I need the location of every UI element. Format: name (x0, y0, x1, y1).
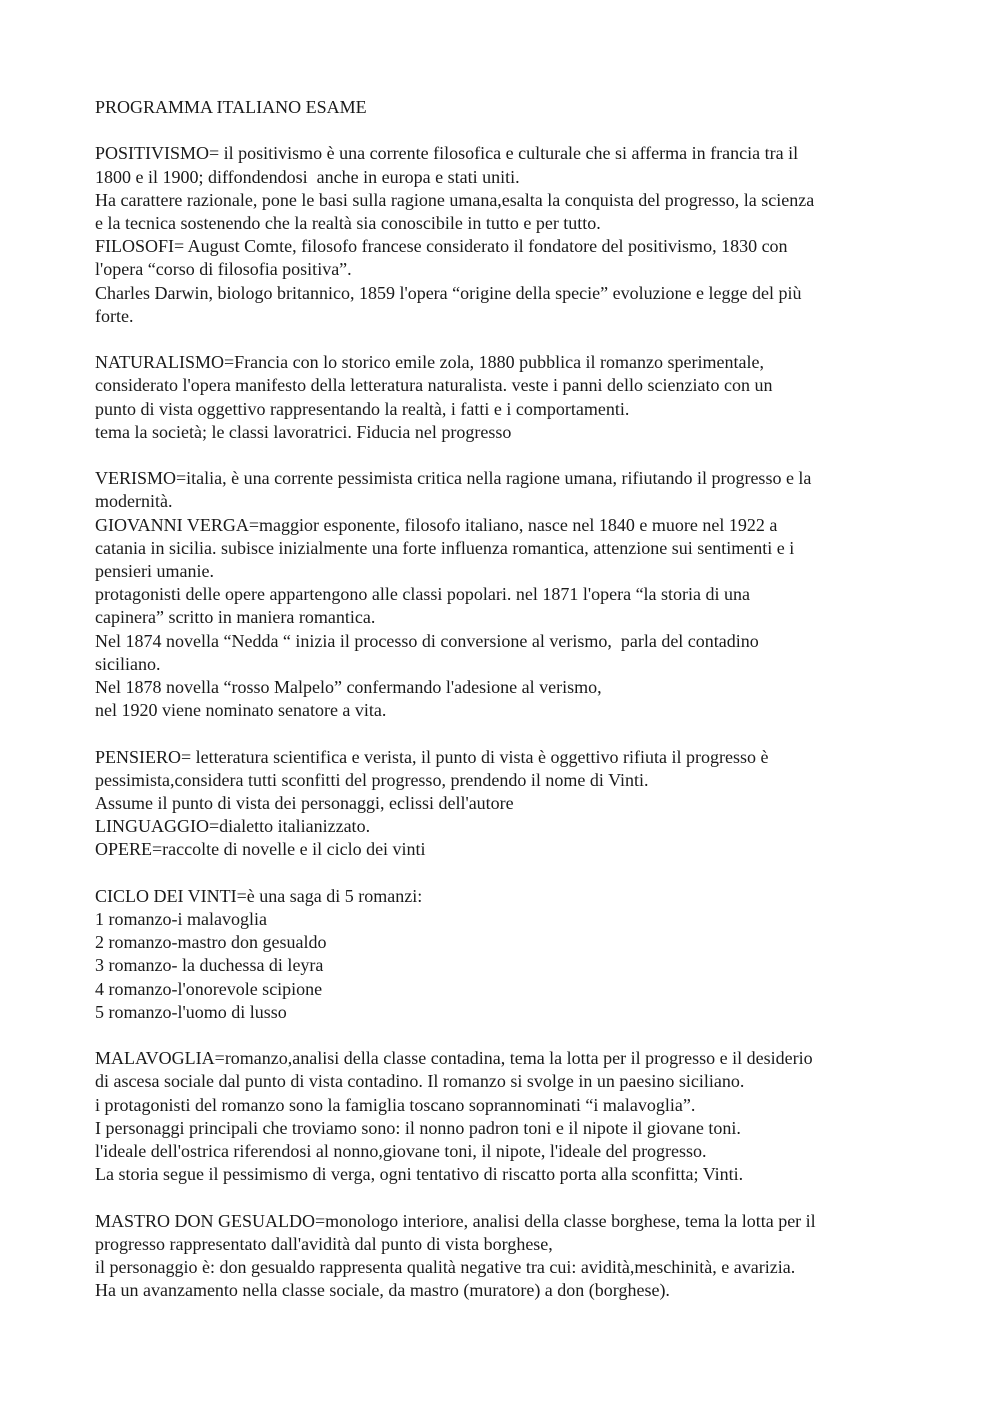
text-line: GIOVANNI VERGA=maggior esponente, filosofo italiano, nasce nel 1840 e muore nel 1922 a (95, 514, 778, 535)
text-line: Assume il punto di vista dei personaggi, eclissi dell'autore (95, 793, 514, 814)
text-line: CICLO DEI VINTI=è una saga di 5 romanzi: (95, 885, 423, 906)
text-line: Charles Darwin, biologo britannico, 1859 l'opera “origine della specie” evoluzione e legge del più (95, 282, 802, 303)
section-pensiero (95, 746, 915, 862)
document-title: PROGRAMMA ITALIANO ESAME (95, 97, 367, 117)
text-line: i protagonisti del romanzo sono la famiglia toscano soprannominati “i malavoglia”. (95, 1094, 696, 1115)
text-line: forte. (95, 305, 134, 326)
list-item: 2 romanzo-mastro don gesualdo (95, 932, 327, 953)
text-line: Nel 1878 novella “rosso Malpelo” confermando l'adesione al verismo, (95, 677, 602, 698)
text-line: siciliano. (95, 653, 161, 674)
text-line: capinera” scritto in maniera romantica. (95, 607, 376, 628)
text-line: nel 1920 viene nominato senatore a vita. (95, 700, 387, 721)
text-line: l'ideale dell'ostrica riferendosi al nonno,giovane toni, il nipote, l'ideale del progresso. (95, 1141, 707, 1162)
text-line: catania in sicilia. subisce inizialmente una forte influenza romantica, attenzione sui sentimenti e i (95, 537, 795, 558)
text-line: NATURALISMO=Francia con lo storico emile zola, 1880 pubblica il romanzo sperimentale, (95, 352, 764, 373)
text-line: LINGUAGGIO=dialetto italianizzato. (95, 816, 371, 837)
section-verismo (95, 467, 915, 722)
list-item: 5 romanzo-l'uomo di lusso (95, 1001, 287, 1022)
section-malavoglia (95, 1047, 915, 1186)
text-line: Ha carattere razionale, pone le basi sulla ragione umana,esalta la conquista del progresso, la scienza (95, 189, 815, 210)
text-line: pensieri umanie. (95, 561, 214, 582)
text-line: considerato l'opera manifesto della letteratura naturalista. veste i panni dello scienziato con un (95, 375, 773, 396)
text-line: pessimista,considera tutti sconfitti del progresso, prendendo il nome di Vinti. (95, 769, 649, 790)
paragraph-gap (95, 119, 915, 142)
document-page (95, 96, 915, 1302)
text-line: OPERE=raccolte di novelle e il ciclo dei vinti (95, 839, 426, 860)
paragraph-gap (95, 722, 915, 745)
text-line: protagonisti delle opere appartengono alle classi popolari. nel 1871 l'opera “la storia di una (95, 584, 751, 605)
text-line: Ha un avanzamento nella classe sociale, da mastro (muratore) a don (borghese). (95, 1280, 670, 1301)
paragraph-gap (95, 444, 915, 467)
text-line: e la tecnica sostenendo che la realtà sia conoscibile in tutto e per tutto. (95, 213, 601, 233)
section-naturalismo (95, 351, 915, 444)
text-line: La storia segue il pessimismo di verga, ogni tentativo di riscatto porta alla sconfitta; Vinti. (95, 1164, 744, 1185)
paragraph-gap (95, 862, 915, 885)
text-line: MASTRO DON GESUALDO=monologo interiore, analisi della classe borghese, tema la lotta per il (95, 1210, 816, 1231)
text-line: modernità. (95, 491, 173, 512)
text-line: tema la società; le classi lavoratrici. Fiducia nel progresso (95, 421, 512, 442)
text-line: di ascesa sociale dal punto di vista contadino. Il romanzo si svolge in un paesino siciliano. (95, 1071, 745, 1092)
list-item: 1 romanzo-i malavoglia (95, 909, 267, 930)
text-line: Nel 1874 novella “Nedda “ inizia il processo di conversione al verismo, parla del contadino (95, 630, 759, 651)
text-line: MALAVOGLIA=romanzo,analisi della classe contadina, tema la lotta per il progresso e il desiderio (95, 1048, 813, 1069)
text-line: PENSIERO= letteratura scientifica e verista, il punto di vista è oggettivo rifiuta il progresso è (95, 746, 769, 767)
text-line: punto di vista oggettivo rappresentando la realtà, i fatti e i comportamenti. (95, 398, 630, 419)
paragraph-gap (95, 1186, 915, 1209)
text-line: I personaggi principali che troviamo sono: il nonno padron toni e il nipote il giovane toni. (95, 1117, 741, 1138)
list-item: 4 romanzo-l'onorevole scipione (95, 978, 323, 999)
text-line: progresso rappresentato dall'avidità dal punto di vista borghese, (95, 1233, 553, 1254)
text-line: il personaggio è: don gesualdo rappresenta qualità negative tra cui: avidità,meschinità, e avarizia. (95, 1257, 796, 1278)
list-item: 3 romanzo- la duchessa di leyra (95, 955, 324, 976)
text-line: VERISMO=italia, è una corrente pessimista critica nella ragione umana, rifiutando il progresso e la (95, 468, 812, 489)
text-line: POSITIVISMO= il positivismo è una corrente filosofica e culturale che si afferma in francia tra il (95, 143, 799, 164)
paragraph-gap (95, 328, 915, 351)
text-line: l'opera “corso di filosofia positiva”. (95, 259, 352, 280)
section-mastro-don-gesualdo (95, 1210, 915, 1303)
text-line: FILOSOFI= August Comte, filosofo francese considerato il fondatore del positivismo, 1830 con (95, 236, 788, 257)
text-line: 1800 e il 1900; diffondendosi anche in europa e stati uniti. (95, 166, 520, 187)
section-ciclo-dei-vinti (95, 885, 915, 1024)
section-positivismo (95, 142, 915, 328)
paragraph-gap (95, 1024, 915, 1047)
